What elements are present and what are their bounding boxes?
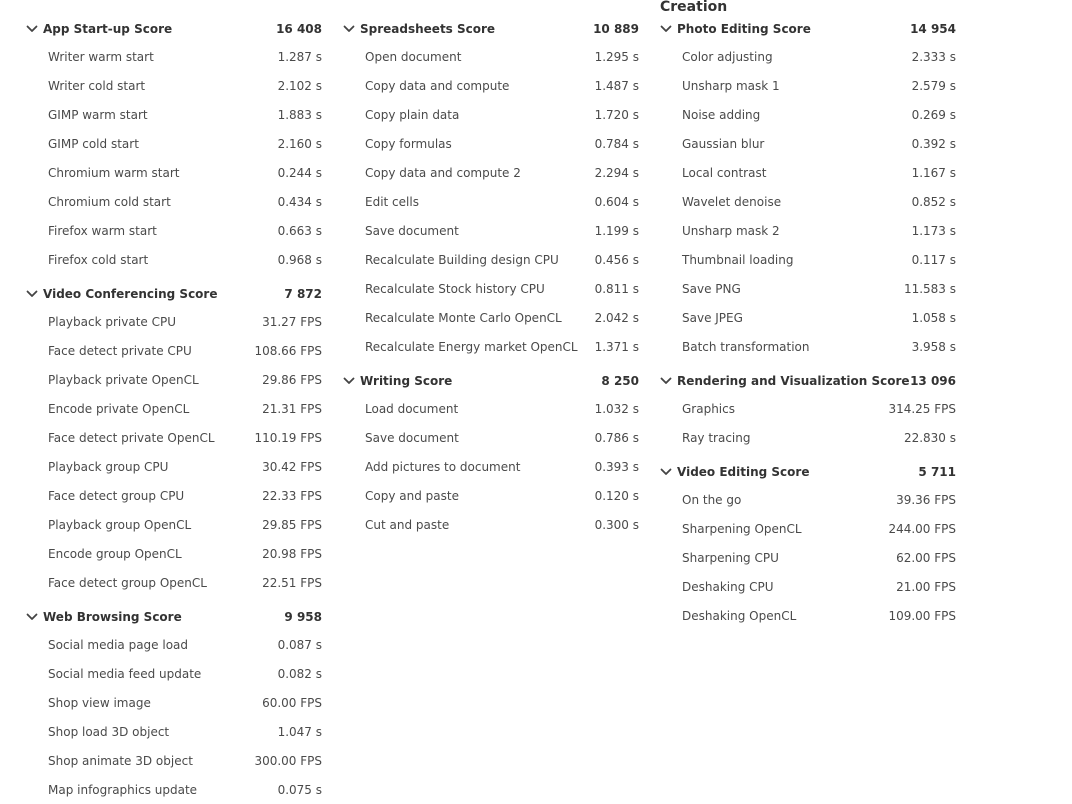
metric-value: 3.958 s [911,339,956,354]
metric-value: 1.883 s [277,107,322,122]
metric-name: Map infographics update [48,782,198,797]
group-score: 10 889 [593,22,639,36]
metric-name: On the go [682,492,742,507]
metric-value: 21.00 FPS [896,579,956,594]
metric-row [660,216,956,245]
metric-row [660,187,956,216]
metric-name: Save PNG [682,281,741,296]
metric-value: 0.392 s [911,136,956,151]
metric-row [660,423,956,452]
group-title: Writing Score [360,374,453,388]
metric-name: Deshaking OpenCL [682,608,797,623]
metric-name: Recalculate Building design CPU [365,252,559,267]
metric-name: Gaussian blur [682,136,765,151]
metric-row [343,332,639,361]
metric-value: 11.583 s [903,281,956,296]
metric-row [660,332,956,361]
metric-value: 1.047 s [277,724,322,739]
metric-value: 22.33 FPS [262,488,322,503]
metric-row [26,365,322,394]
metric-value: 0.269 s [911,107,956,122]
metric-name: Playback private CPU [48,314,176,329]
metric-row [343,303,639,332]
group-title: Video Conferencing Score [43,287,218,301]
metric-row [343,187,639,216]
chevron-down-icon[interactable] [660,466,672,478]
metric-value: 244.00 FPS [888,521,956,536]
metric-value: 60.00 FPS [262,695,322,710]
metric-row [660,572,956,601]
metric-row [660,514,956,543]
group-header-web-browsing-score[interactable] [26,604,322,630]
metric-row [26,42,322,71]
metric-value: 0.082 s [277,666,322,681]
group-title: Spreadsheets Score [360,22,496,36]
column-3 [660,0,956,630]
metric-value: 1.032 s [594,401,639,416]
metric-row [26,307,322,336]
column-title: Creation [660,0,728,15]
group-header-left [26,610,182,624]
metric-value: 2.294 s [594,165,639,180]
metric-row [26,187,322,216]
metric-value: 62.00 FPS [896,550,956,565]
metric-name: Sharpening CPU [682,550,779,565]
metric-row [660,42,956,71]
group-score: 7 872 [284,287,322,301]
metric-value: 0.300 s [594,517,639,532]
metric-name: Shop view image [48,695,151,710]
metric-row [660,129,956,158]
metric-row [26,510,322,539]
metric-row [26,394,322,423]
group-photo-editing-score [660,16,956,361]
metric-row [26,659,322,688]
metric-name: Unsharp mask 2 [682,223,780,238]
metric-name: Graphics [682,401,735,416]
metric-name: Face detect private OpenCL [48,430,215,445]
metric-value: 1.199 s [594,223,639,238]
metric-row [26,481,322,510]
metric-row [343,158,639,187]
group-header-rendering-and-visualization-score[interactable] [660,368,956,394]
metric-row [343,71,639,100]
metric-name: Copy and paste [365,488,459,503]
metric-name: Firefox warm start [48,223,157,238]
metric-value: 0.075 s [277,782,322,797]
metric-name: Chromium warm start [48,165,180,180]
group-score: 13 096 [910,374,956,388]
group-header-writing-score[interactable] [343,368,639,394]
chevron-down-icon[interactable] [660,375,672,387]
metric-name: Face detect group CPU [48,488,185,503]
metric-name: Open document [365,49,462,64]
metric-row [660,543,956,572]
group-header-left [660,22,811,36]
metric-value: 0.087 s [277,637,322,652]
metric-value: 1.167 s [911,165,956,180]
group-score: 9 958 [284,610,322,624]
metric-value: 30.42 FPS [262,459,322,474]
metric-row [660,245,956,274]
metric-name: Ray tracing [682,430,751,445]
metric-row [343,129,639,158]
metric-name: Copy formulas [365,136,452,151]
metric-value: 0.852 s [911,194,956,209]
metric-value: 0.786 s [594,430,639,445]
metric-name: Load document [365,401,459,416]
group-header-left [26,22,172,36]
metric-name: GIMP cold start [48,136,139,151]
group-score: 14 954 [910,22,956,36]
metric-row [26,216,322,245]
metric-name: Playback group OpenCL [48,517,192,532]
group-title: App Start-up Score [43,22,173,36]
metric-name: Local contrast [682,165,767,180]
metric-value: 0.811 s [594,281,639,296]
metric-name: Writer cold start [48,78,146,93]
group-score: 5 711 [918,465,956,479]
metric-row [26,129,322,158]
metric-value: 0.393 s [594,459,639,474]
metric-name: Batch transformation [682,339,810,354]
metric-row [343,510,639,539]
chevron-down-icon[interactable] [26,611,38,623]
metric-name: Shop load 3D object [48,724,170,739]
metric-name: Encode group OpenCL [48,546,182,561]
chevron-down-icon[interactable] [343,23,355,35]
metric-name: Copy plain data [365,107,460,122]
metric-value: 1.058 s [911,310,956,325]
metric-value: 39.36 FPS [896,492,956,507]
metric-value: 29.86 FPS [262,372,322,387]
metric-value: 0.434 s [277,194,322,209]
metric-row [343,100,639,129]
metric-value: 300.00 FPS [254,753,322,768]
metric-row [26,336,322,365]
metric-value: 0.663 s [277,223,322,238]
metric-name: Save JPEG [682,310,743,325]
chevron-down-icon[interactable] [26,288,38,300]
metric-value: 2.160 s [277,136,322,151]
metric-value: 2.042 s [594,310,639,325]
metric-row [26,746,322,775]
metric-value: 0.604 s [594,194,639,209]
metric-name: Face detect private CPU [48,343,192,358]
group-score: 16 408 [276,22,322,36]
group-spreadsheets-score [343,16,639,361]
group-score: 8 250 [601,374,639,388]
metric-name: Recalculate Stock history CPU [365,281,545,296]
group-rendering-and-visualization-score [660,368,956,452]
metric-row [343,452,639,481]
group-header-video-conferencing-score[interactable] [26,281,322,307]
metric-value: 0.120 s [594,488,639,503]
metric-name: Copy data and compute 2 [365,165,521,180]
metric-name: Edit cells [365,194,419,209]
group-title: Rendering and Visualization Score [677,374,910,388]
metric-value: 22.830 s [903,430,956,445]
metric-name: Face detect group OpenCL [48,575,207,590]
metric-row [660,394,956,423]
group-header-app-start-up-score[interactable] [26,16,322,42]
metric-value: 0.244 s [277,165,322,180]
metric-row [343,274,639,303]
metric-name: Shop animate 3D object [48,753,193,768]
group-header-spreadsheets-score[interactable] [343,16,639,42]
group-video-conferencing-score [26,281,322,597]
metric-row [26,245,322,274]
metric-value: 20.98 FPS [262,546,322,561]
metric-value: 2.579 s [911,78,956,93]
group-title: Video Editing Score [677,465,810,479]
group-writing-score [343,368,639,539]
metric-value: 0.968 s [277,252,322,267]
metric-row [26,452,322,481]
metric-row [343,245,639,274]
metric-value: 1.295 s [594,49,639,64]
metric-name: Social media feed update [48,666,202,681]
group-header-left [660,465,809,479]
metric-row [26,568,322,597]
metric-value: 21.31 FPS [262,401,322,416]
group-header-left [660,374,910,388]
metric-value: 1.173 s [911,223,956,238]
metric-value: 31.27 FPS [262,314,322,329]
metric-value: 0.117 s [911,252,956,267]
group-web-browsing-score [26,604,322,804]
metric-value: 1.287 s [277,49,322,64]
group-title: Web Browsing Score [43,610,182,624]
metric-name: Deshaking CPU [682,579,774,594]
metric-name: Writer warm start [48,49,154,64]
metric-row [26,423,322,452]
chevron-down-icon[interactable] [660,23,672,35]
group-header-left [343,374,452,388]
metric-name: Recalculate Energy market OpenCL [365,339,578,354]
metric-value: 1.487 s [594,78,639,93]
group-header-left [343,22,495,36]
metric-name: Chromium cold start [48,194,171,209]
metric-row [26,100,322,129]
metric-name: Copy data and compute [365,78,510,93]
metric-row [660,100,956,129]
metric-name: Color adjusting [682,49,773,64]
metric-value: 0.784 s [594,136,639,151]
column-2 [343,16,639,539]
metric-name: Encode private OpenCL [48,401,190,416]
metric-value: 2.102 s [277,78,322,93]
metric-row [26,158,322,187]
metric-value: 22.51 FPS [262,575,322,590]
metric-row [26,717,322,746]
metric-value: 0.456 s [594,252,639,267]
metric-name: Noise adding [682,107,761,122]
metric-name: Unsharp mask 1 [682,78,780,93]
group-video-editing-score [660,459,956,630]
metric-name: GIMP warm start [48,107,148,122]
metric-row [343,42,639,71]
metric-row [660,71,956,100]
column-1 [26,16,322,804]
metric-row [26,539,322,568]
metric-name: Playback private OpenCL [48,372,199,387]
metric-row [343,423,639,452]
metric-row [660,485,956,514]
group-header-photo-editing-score[interactable] [660,16,956,42]
chevron-down-icon[interactable] [343,375,355,387]
group-header-video-editing-score[interactable] [660,459,956,485]
metric-name: Save document [365,430,459,445]
metric-row [343,216,639,245]
metric-value: 29.85 FPS [262,517,322,532]
metric-value: 314.25 FPS [888,401,956,416]
chevron-down-icon[interactable] [26,23,38,35]
metric-row [660,158,956,187]
metric-value: 1.371 s [594,339,639,354]
metric-row [26,71,322,100]
metric-name: Sharpening OpenCL [682,521,802,536]
metric-name: Recalculate Monte Carlo OpenCL [365,310,562,325]
metric-name: Playback group CPU [48,459,169,474]
metric-row [343,394,639,423]
group-header-left [26,287,218,301]
metric-name: Cut and paste [365,517,450,532]
metric-name: Save document [365,223,459,238]
metric-value: 1.720 s [594,107,639,122]
metric-value: 110.19 FPS [254,430,322,445]
group-app-start-up-score [26,16,322,274]
metric-row [660,274,956,303]
metric-name: Thumbnail loading [682,252,794,267]
metric-row [660,303,956,332]
metric-value: 109.00 FPS [888,608,956,623]
group-title: Photo Editing Score [677,22,811,36]
metric-row [26,630,322,659]
metric-row [343,481,639,510]
metric-name: Add pictures to document [365,459,521,474]
metric-name: Firefox cold start [48,252,149,267]
metric-name: Social media page load [48,637,189,652]
metric-row [660,601,956,630]
metric-row [26,688,322,717]
metric-value: 108.66 FPS [254,343,322,358]
metric-name: Wavelet denoise [682,194,782,209]
metric-value: 2.333 s [911,49,956,64]
